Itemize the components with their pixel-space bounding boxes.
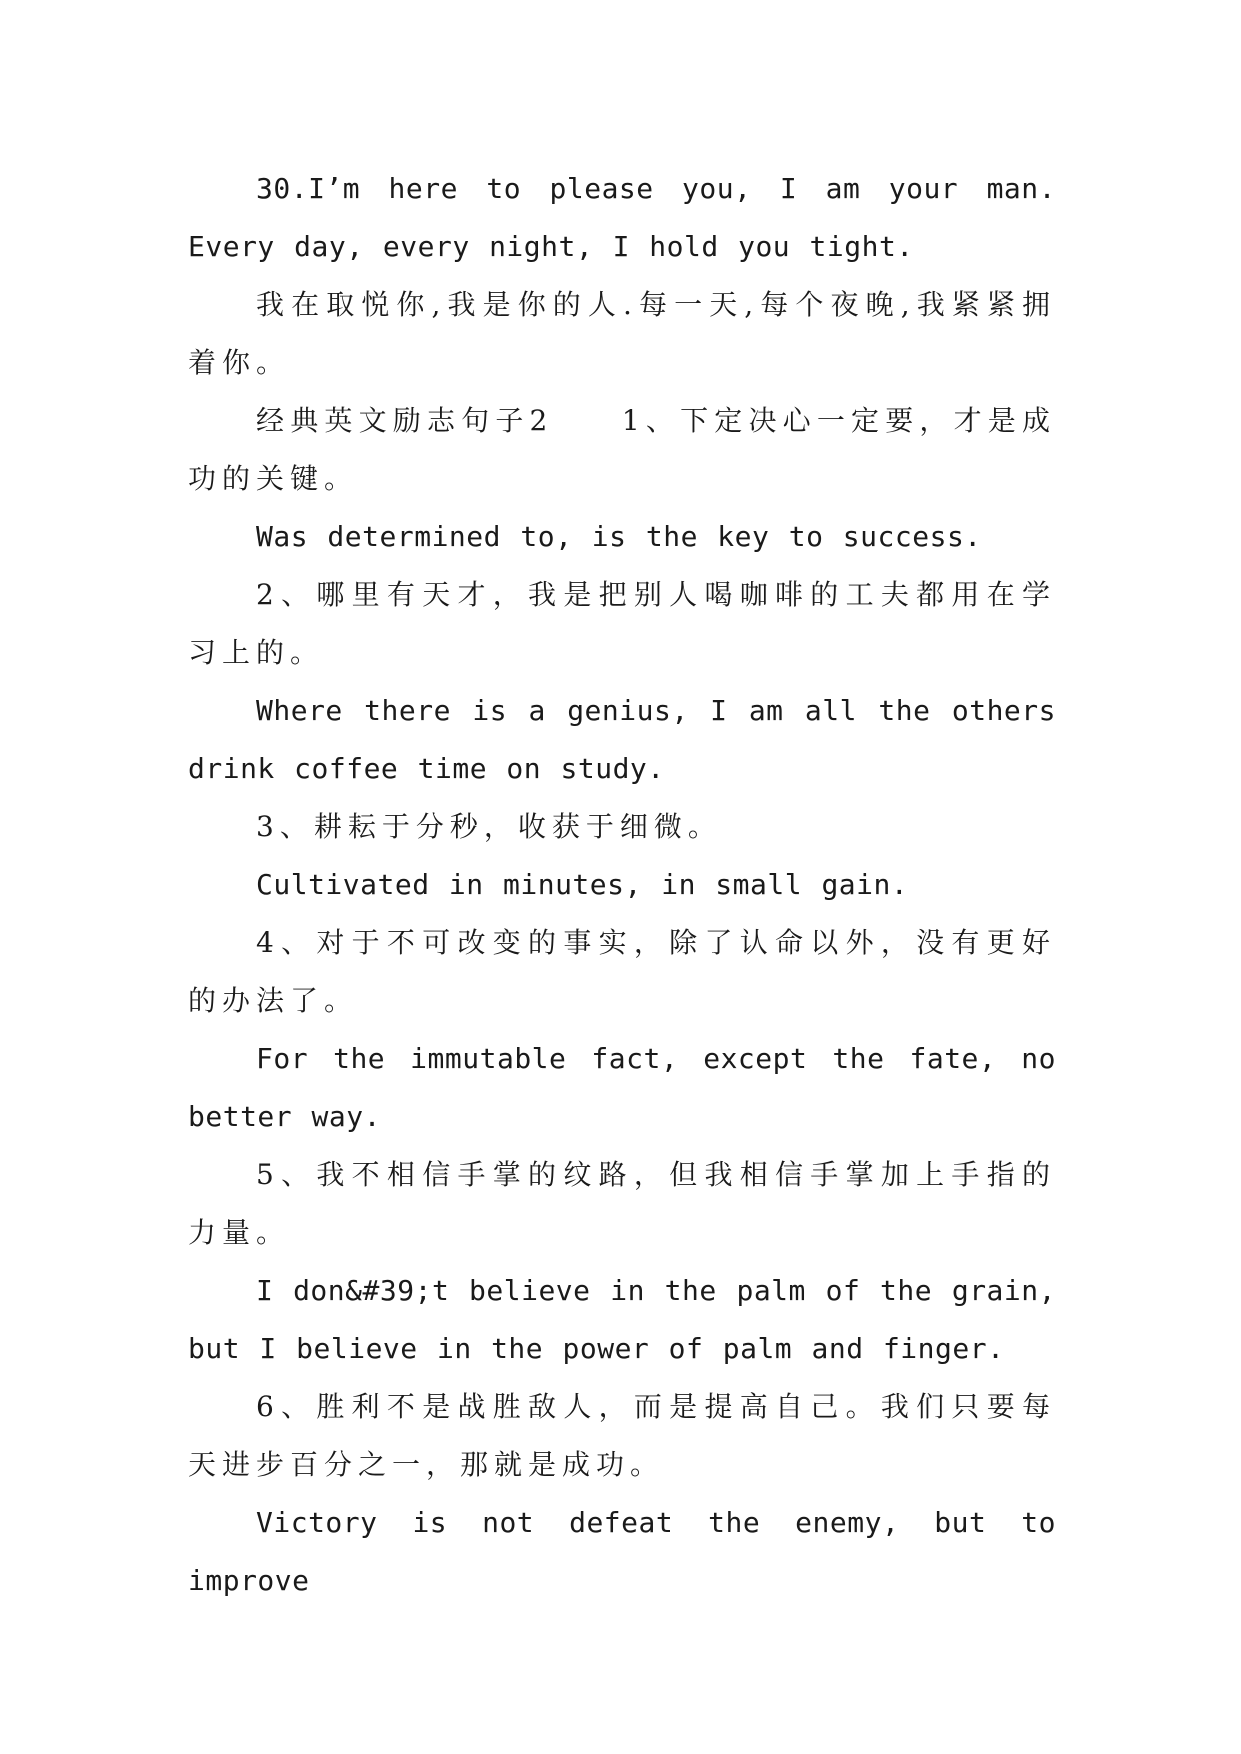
section-heading-quote-1-chinese: 经典英文励志句子2 1、下定决心一定要，才是成功的关键。 bbox=[188, 404, 1056, 495]
paragraph-30-english: 30.I’m here to please you, I am your man. Every day, every night, I hold you tight. bbox=[188, 172, 1056, 263]
document-body bbox=[188, 160, 1056, 1610]
quote-3-chinese: 3、耕耘于分秒，收获于细微。 bbox=[256, 810, 722, 843]
quote-6-chinese: 6、胜利不是战胜敌人，而是提高自己。我们只要每天进步百分之一，那就是成功。 bbox=[188, 1390, 1056, 1481]
paragraph-30-chinese: 我在取悦你,我是你的人.每一天,每个夜晚,我紧紧拥着你。 bbox=[188, 288, 1056, 379]
quote-6-english: Victory is not defeat the enemy, but to improve bbox=[188, 1506, 1056, 1597]
quote-2-chinese: 2、哪里有天才，我是把别人喝咖啡的工夫都用在学习上的。 bbox=[188, 578, 1056, 669]
quote-5-chinese: 5、我不相信手掌的纹路，但我相信手掌加上手指的力量。 bbox=[188, 1158, 1056, 1249]
quote-3-english: Cultivated in minutes, in small gain. bbox=[256, 868, 909, 901]
quote-1-english: Was determined to, is the key to success. bbox=[256, 520, 982, 553]
quote-4-english: For the immutable fact, except the fate, no better way. bbox=[188, 1042, 1056, 1133]
quote-4-chinese: 4、对于不可改变的事实，除了认命以外，没有更好的办法了。 bbox=[188, 926, 1056, 1017]
quote-2-english: Where there is a genius, I am all the others drink coffee time on study. bbox=[188, 694, 1056, 785]
quote-5-english: I don&#39;t believe in the palm of the grain, but I believe in the power of palm and finger. bbox=[188, 1274, 1056, 1365]
